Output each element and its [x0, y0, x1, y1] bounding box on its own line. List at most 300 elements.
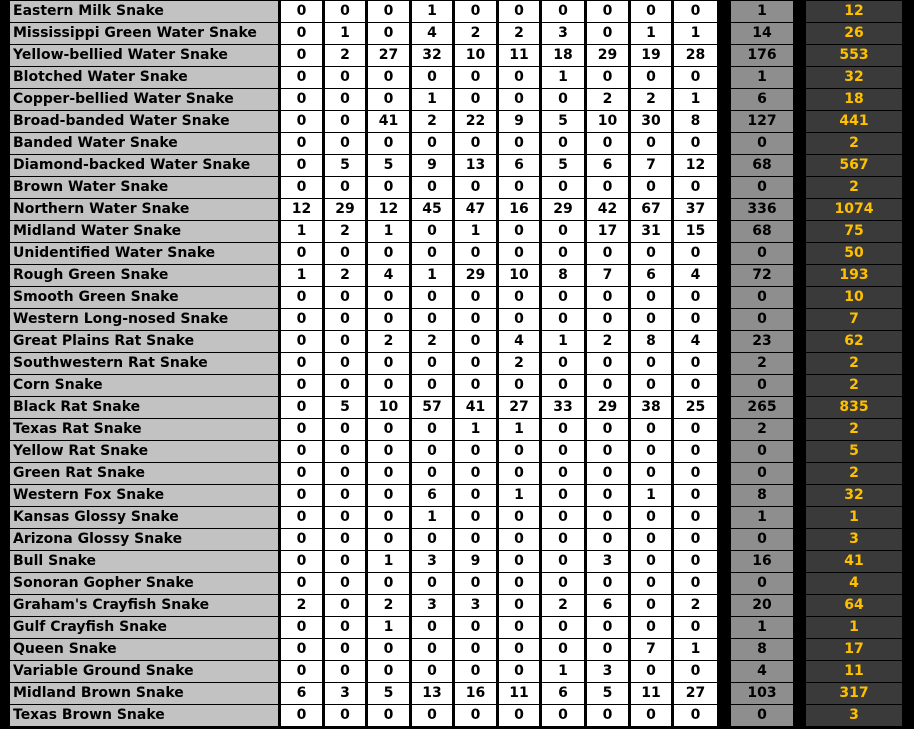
value-cell[interactable]: 9: [412, 155, 452, 176]
value-cell[interactable]: 0: [542, 529, 584, 550]
row-total-cell[interactable]: 72: [731, 265, 793, 286]
value-cell[interactable]: 2: [412, 111, 452, 132]
value-cell[interactable]: 0: [631, 353, 671, 374]
species-name-cell[interactable]: Kansas Glossy Snake: [10, 507, 278, 528]
grand-total-cell[interactable]: 835: [806, 397, 902, 418]
species-name-cell[interactable]: Texas Rat Snake: [10, 419, 278, 440]
value-cell[interactable]: 1: [368, 221, 409, 242]
value-cell[interactable]: 0: [325, 331, 365, 352]
value-cell[interactable]: 0: [674, 419, 717, 440]
species-name-cell[interactable]: Variable Ground Snake: [10, 661, 278, 682]
value-cell[interactable]: 9: [499, 111, 539, 132]
grand-total-cell[interactable]: 2: [806, 133, 902, 154]
value-cell[interactable]: 0: [325, 617, 365, 638]
value-cell[interactable]: 7: [631, 639, 671, 660]
value-cell[interactable]: 0: [587, 529, 628, 550]
value-cell[interactable]: 0: [325, 133, 365, 154]
species-name-cell[interactable]: Corn Snake: [10, 375, 278, 396]
value-cell[interactable]: 3: [587, 661, 628, 682]
value-cell[interactable]: 7: [587, 265, 628, 286]
value-cell[interactable]: 0: [542, 375, 584, 396]
row-total-cell[interactable]: 336: [731, 199, 793, 220]
value-cell[interactable]: 13: [412, 683, 452, 704]
value-cell[interactable]: 0: [499, 617, 539, 638]
value-cell[interactable]: 12: [674, 155, 717, 176]
row-total-cell[interactable]: 8: [731, 639, 793, 660]
value-cell[interactable]: 0: [587, 507, 628, 528]
value-cell[interactable]: 0: [455, 375, 496, 396]
value-cell[interactable]: 0: [281, 529, 322, 550]
value-cell[interactable]: 2: [412, 331, 452, 352]
value-cell[interactable]: 0: [587, 639, 628, 660]
value-cell[interactable]: 0: [281, 705, 322, 726]
grand-total-cell[interactable]: 11: [806, 661, 902, 682]
value-cell[interactable]: 0: [542, 463, 584, 484]
row-total-cell[interactable]: 1: [731, 67, 793, 88]
row-total-cell[interactable]: 127: [731, 111, 793, 132]
grand-total-cell[interactable]: 18: [806, 89, 902, 110]
species-name-cell[interactable]: Western Long-nosed Snake: [10, 309, 278, 330]
row-total-cell[interactable]: 20: [731, 595, 793, 616]
value-cell[interactable]: 0: [325, 353, 365, 374]
value-cell[interactable]: 0: [542, 639, 584, 660]
value-cell[interactable]: 2: [499, 353, 539, 374]
row-total-cell[interactable]: 0: [731, 177, 793, 198]
value-cell[interactable]: 0: [674, 309, 717, 330]
value-cell[interactable]: 0: [368, 507, 409, 528]
value-cell[interactable]: 1: [674, 23, 717, 44]
grand-total-cell[interactable]: 32: [806, 67, 902, 88]
value-cell[interactable]: 0: [412, 375, 452, 396]
value-cell[interactable]: 0: [499, 67, 539, 88]
grand-total-cell[interactable]: 41: [806, 551, 902, 572]
value-cell[interactable]: 4: [368, 265, 409, 286]
value-cell[interactable]: 0: [587, 133, 628, 154]
species-name-cell[interactable]: Mississippi Green Water Snake: [10, 23, 278, 44]
species-name-cell[interactable]: Smooth Green Snake: [10, 287, 278, 308]
value-cell[interactable]: 2: [455, 23, 496, 44]
value-cell[interactable]: 0: [281, 397, 322, 418]
value-cell[interactable]: 29: [325, 199, 365, 220]
value-cell[interactable]: 0: [542, 243, 584, 264]
value-cell[interactable]: 0: [587, 463, 628, 484]
value-cell[interactable]: 1: [412, 89, 452, 110]
value-cell[interactable]: 0: [325, 661, 365, 682]
value-cell[interactable]: 0: [412, 221, 452, 242]
value-cell[interactable]: 2: [325, 265, 365, 286]
row-total-cell[interactable]: 176: [731, 45, 793, 66]
value-cell[interactable]: 0: [368, 309, 409, 330]
value-cell[interactable]: 0: [281, 463, 322, 484]
value-cell[interactable]: 0: [281, 573, 322, 594]
value-cell[interactable]: 0: [499, 507, 539, 528]
value-cell[interactable]: 0: [412, 529, 452, 550]
value-cell[interactable]: 0: [412, 243, 452, 264]
value-cell[interactable]: 1: [542, 67, 584, 88]
species-name-cell[interactable]: Diamond-backed Water Snake: [10, 155, 278, 176]
value-cell[interactable]: 0: [281, 177, 322, 198]
value-cell[interactable]: 0: [499, 1, 539, 22]
value-cell[interactable]: 0: [325, 89, 365, 110]
species-name-cell[interactable]: Blotched Water Snake: [10, 67, 278, 88]
value-cell[interactable]: 0: [631, 243, 671, 264]
species-name-cell[interactable]: Gulf Crayfish Snake: [10, 617, 278, 638]
species-name-cell[interactable]: Unidentified Water Snake: [10, 243, 278, 264]
value-cell[interactable]: 0: [368, 133, 409, 154]
value-cell[interactable]: 6: [499, 155, 539, 176]
value-cell[interactable]: 0: [455, 177, 496, 198]
value-cell[interactable]: 6: [281, 683, 322, 704]
value-cell[interactable]: 0: [368, 287, 409, 308]
value-cell[interactable]: 4: [499, 331, 539, 352]
species-name-cell[interactable]: Broad-banded Water Snake: [10, 111, 278, 132]
value-cell[interactable]: 0: [281, 23, 322, 44]
grand-total-cell[interactable]: 317: [806, 683, 902, 704]
value-cell[interactable]: 0: [455, 639, 496, 660]
value-cell[interactable]: 0: [281, 507, 322, 528]
value-cell[interactable]: 4: [674, 265, 717, 286]
value-cell[interactable]: 6: [542, 683, 584, 704]
species-name-cell[interactable]: Rough Green Snake: [10, 265, 278, 286]
value-cell[interactable]: 0: [281, 375, 322, 396]
value-cell[interactable]: 0: [674, 353, 717, 374]
grand-total-cell[interactable]: 50: [806, 243, 902, 264]
value-cell[interactable]: 0: [455, 331, 496, 352]
value-cell[interactable]: 0: [412, 177, 452, 198]
value-cell[interactable]: 0: [631, 375, 671, 396]
value-cell[interactable]: 0: [631, 287, 671, 308]
value-cell[interactable]: 0: [325, 1, 365, 22]
value-cell[interactable]: 0: [325, 485, 365, 506]
value-cell[interactable]: 0: [455, 463, 496, 484]
value-cell[interactable]: 11: [631, 683, 671, 704]
value-cell[interactable]: 1: [542, 661, 584, 682]
value-cell[interactable]: 0: [499, 529, 539, 550]
value-cell[interactable]: 0: [499, 309, 539, 330]
row-total-cell[interactable]: 0: [731, 463, 793, 484]
value-cell[interactable]: 0: [325, 243, 365, 264]
value-cell[interactable]: 1: [674, 639, 717, 660]
species-name-cell[interactable]: Yellow Rat Snake: [10, 441, 278, 462]
value-cell[interactable]: 0: [674, 661, 717, 682]
value-cell[interactable]: 32: [412, 45, 452, 66]
species-name-cell[interactable]: Midland Brown Snake: [10, 683, 278, 704]
value-cell[interactable]: 29: [455, 265, 496, 286]
value-cell[interactable]: 0: [587, 243, 628, 264]
value-cell[interactable]: 37: [674, 199, 717, 220]
value-cell[interactable]: 25: [674, 397, 717, 418]
value-cell[interactable]: 0: [368, 375, 409, 396]
value-cell[interactable]: 0: [412, 287, 452, 308]
value-cell[interactable]: 0: [412, 309, 452, 330]
value-cell[interactable]: 0: [368, 353, 409, 374]
value-cell[interactable]: 1: [368, 551, 409, 572]
value-cell[interactable]: 8: [542, 265, 584, 286]
row-total-cell[interactable]: 68: [731, 155, 793, 176]
row-total-cell[interactable]: 1: [731, 1, 793, 22]
value-cell[interactable]: 2: [325, 221, 365, 242]
value-cell[interactable]: 0: [281, 639, 322, 660]
value-cell[interactable]: 6: [587, 155, 628, 176]
value-cell[interactable]: 0: [587, 1, 628, 22]
value-cell[interactable]: 0: [499, 551, 539, 572]
value-cell[interactable]: 0: [587, 177, 628, 198]
species-name-cell[interactable]: Brown Water Snake: [10, 177, 278, 198]
value-cell[interactable]: 0: [631, 573, 671, 594]
value-cell[interactable]: 0: [631, 133, 671, 154]
value-cell[interactable]: 0: [631, 507, 671, 528]
value-cell[interactable]: 22: [455, 111, 496, 132]
grand-total-cell[interactable]: 12: [806, 1, 902, 22]
value-cell[interactable]: 0: [325, 595, 365, 616]
grand-total-cell[interactable]: 2: [806, 375, 902, 396]
value-cell[interactable]: 30: [631, 111, 671, 132]
value-cell[interactable]: 0: [281, 243, 322, 264]
value-cell[interactable]: 0: [631, 595, 671, 616]
value-cell[interactable]: 0: [325, 419, 365, 440]
value-cell[interactable]: 16: [455, 683, 496, 704]
species-name-cell[interactable]: Arizona Glossy Snake: [10, 529, 278, 550]
value-cell[interactable]: 1: [412, 1, 452, 22]
value-cell[interactable]: 0: [368, 463, 409, 484]
grand-total-cell[interactable]: 1: [806, 617, 902, 638]
value-cell[interactable]: 0: [674, 177, 717, 198]
value-cell[interactable]: 2: [631, 89, 671, 110]
value-cell[interactable]: 2: [674, 595, 717, 616]
value-cell[interactable]: 2: [542, 595, 584, 616]
value-cell[interactable]: 0: [281, 617, 322, 638]
value-cell[interactable]: 10: [499, 265, 539, 286]
value-cell[interactable]: 1: [281, 265, 322, 286]
value-cell[interactable]: 0: [587, 485, 628, 506]
value-cell[interactable]: 0: [674, 573, 717, 594]
value-cell[interactable]: 0: [674, 375, 717, 396]
value-cell[interactable]: 0: [412, 353, 452, 374]
value-cell[interactable]: 0: [325, 441, 365, 462]
value-cell[interactable]: 0: [325, 463, 365, 484]
grand-total-cell[interactable]: 2: [806, 463, 902, 484]
value-cell[interactable]: 4: [412, 23, 452, 44]
value-cell[interactable]: 0: [587, 617, 628, 638]
value-cell[interactable]: 0: [455, 705, 496, 726]
grand-total-cell[interactable]: 441: [806, 111, 902, 132]
value-cell[interactable]: 19: [631, 45, 671, 66]
value-cell[interactable]: 27: [499, 397, 539, 418]
row-total-cell[interactable]: 0: [731, 705, 793, 726]
grand-total-cell[interactable]: 567: [806, 155, 902, 176]
row-total-cell[interactable]: 0: [731, 573, 793, 594]
value-cell[interactable]: 3: [412, 551, 452, 572]
species-name-cell[interactable]: Bull Snake: [10, 551, 278, 572]
value-cell[interactable]: 0: [281, 67, 322, 88]
value-cell[interactable]: 0: [674, 133, 717, 154]
value-cell[interactable]: 0: [325, 111, 365, 132]
row-total-cell[interactable]: 0: [731, 375, 793, 396]
value-cell[interactable]: 33: [542, 397, 584, 418]
value-cell[interactable]: 0: [455, 89, 496, 110]
value-cell[interactable]: 5: [368, 683, 409, 704]
grand-total-cell[interactable]: 1: [806, 507, 902, 528]
value-cell[interactable]: 0: [412, 639, 452, 660]
grand-total-cell[interactable]: 10: [806, 287, 902, 308]
value-cell[interactable]: 11: [499, 683, 539, 704]
value-cell[interactable]: 0: [499, 463, 539, 484]
value-cell[interactable]: 0: [368, 485, 409, 506]
value-cell[interactable]: 3: [325, 683, 365, 704]
row-total-cell[interactable]: 0: [731, 243, 793, 264]
value-cell[interactable]: 1: [455, 419, 496, 440]
value-cell[interactable]: 0: [631, 463, 671, 484]
value-cell[interactable]: 31: [631, 221, 671, 242]
value-cell[interactable]: 11: [499, 45, 539, 66]
grand-total-cell[interactable]: 3: [806, 705, 902, 726]
value-cell[interactable]: 0: [455, 67, 496, 88]
grand-total-cell[interactable]: 7: [806, 309, 902, 330]
value-cell[interactable]: 1: [631, 485, 671, 506]
grand-total-cell[interactable]: 553: [806, 45, 902, 66]
species-name-cell[interactable]: Graham's Crayfish Snake: [10, 595, 278, 616]
value-cell[interactable]: 45: [412, 199, 452, 220]
value-cell[interactable]: 0: [587, 67, 628, 88]
value-cell[interactable]: 0: [281, 89, 322, 110]
value-cell[interactable]: 0: [542, 177, 584, 198]
value-cell[interactable]: 3: [587, 551, 628, 572]
value-cell[interactable]: 1: [368, 617, 409, 638]
value-cell[interactable]: 0: [455, 529, 496, 550]
value-cell[interactable]: 0: [368, 89, 409, 110]
value-cell[interactable]: 0: [281, 331, 322, 352]
species-name-cell[interactable]: Midland Water Snake: [10, 221, 278, 242]
value-cell[interactable]: 0: [281, 419, 322, 440]
row-total-cell[interactable]: 8: [731, 485, 793, 506]
value-cell[interactable]: 47: [455, 199, 496, 220]
species-name-cell[interactable]: Green Rat Snake: [10, 463, 278, 484]
value-cell[interactable]: 0: [281, 287, 322, 308]
value-cell[interactable]: 10: [587, 111, 628, 132]
value-cell[interactable]: 0: [499, 573, 539, 594]
row-total-cell[interactable]: 1: [731, 507, 793, 528]
value-cell[interactable]: 67: [631, 199, 671, 220]
value-cell[interactable]: 38: [631, 397, 671, 418]
value-cell[interactable]: 0: [412, 419, 452, 440]
value-cell[interactable]: 0: [542, 485, 584, 506]
grand-total-cell[interactable]: 64: [806, 595, 902, 616]
value-cell[interactable]: 1: [455, 221, 496, 242]
value-cell[interactable]: 29: [542, 199, 584, 220]
value-cell[interactable]: 0: [412, 441, 452, 462]
row-total-cell[interactable]: 23: [731, 331, 793, 352]
grand-total-cell[interactable]: 5: [806, 441, 902, 462]
value-cell[interactable]: 0: [631, 177, 671, 198]
value-cell[interactable]: 0: [368, 177, 409, 198]
value-cell[interactable]: 0: [455, 353, 496, 374]
grand-total-cell[interactable]: 2: [806, 419, 902, 440]
row-total-cell[interactable]: 0: [731, 133, 793, 154]
value-cell[interactable]: 5: [587, 683, 628, 704]
value-cell[interactable]: 0: [542, 89, 584, 110]
value-cell[interactable]: 0: [281, 309, 322, 330]
species-name-cell[interactable]: Queen Snake: [10, 639, 278, 660]
value-cell[interactable]: 0: [281, 45, 322, 66]
row-total-cell[interactable]: 4: [731, 661, 793, 682]
value-cell[interactable]: 0: [412, 573, 452, 594]
value-cell[interactable]: 0: [631, 705, 671, 726]
value-cell[interactable]: 0: [587, 353, 628, 374]
value-cell[interactable]: 0: [631, 67, 671, 88]
grand-total-cell[interactable]: 1074: [806, 199, 902, 220]
value-cell[interactable]: 10: [455, 45, 496, 66]
value-cell[interactable]: 0: [631, 441, 671, 462]
value-cell[interactable]: 0: [455, 287, 496, 308]
value-cell[interactable]: 0: [368, 67, 409, 88]
value-cell[interactable]: 0: [281, 551, 322, 572]
value-cell[interactable]: 0: [368, 529, 409, 550]
value-cell[interactable]: 0: [325, 573, 365, 594]
species-name-cell[interactable]: Southwestern Rat Snake: [10, 353, 278, 374]
value-cell[interactable]: 0: [674, 243, 717, 264]
value-cell[interactable]: 0: [368, 661, 409, 682]
value-cell[interactable]: 0: [368, 573, 409, 594]
value-cell[interactable]: 57: [412, 397, 452, 418]
value-cell[interactable]: 0: [455, 309, 496, 330]
value-cell[interactable]: 0: [281, 441, 322, 462]
row-total-cell[interactable]: 68: [731, 221, 793, 242]
value-cell[interactable]: 2: [368, 595, 409, 616]
value-cell[interactable]: 5: [368, 155, 409, 176]
value-cell[interactable]: 0: [499, 661, 539, 682]
value-cell[interactable]: 17: [587, 221, 628, 242]
value-cell[interactable]: 0: [631, 309, 671, 330]
value-cell[interactable]: 0: [455, 133, 496, 154]
value-cell[interactable]: 0: [499, 177, 539, 198]
species-name-cell[interactable]: Black Rat Snake: [10, 397, 278, 418]
value-cell[interactable]: 27: [674, 683, 717, 704]
value-cell[interactable]: 0: [281, 485, 322, 506]
value-cell[interactable]: 0: [542, 419, 584, 440]
row-total-cell[interactable]: 103: [731, 683, 793, 704]
value-cell[interactable]: 0: [368, 1, 409, 22]
value-cell[interactable]: 0: [542, 617, 584, 638]
value-cell[interactable]: 0: [499, 243, 539, 264]
value-cell[interactable]: 5: [325, 155, 365, 176]
value-cell[interactable]: 0: [674, 529, 717, 550]
species-name-cell[interactable]: Yellow-bellied Water Snake: [10, 45, 278, 66]
value-cell[interactable]: 0: [587, 375, 628, 396]
grand-total-cell[interactable]: 4: [806, 573, 902, 594]
value-cell[interactable]: 7: [631, 155, 671, 176]
value-cell[interactable]: 29: [587, 397, 628, 418]
value-cell[interactable]: 0: [281, 155, 322, 176]
value-cell[interactable]: 27: [368, 45, 409, 66]
value-cell[interactable]: 0: [542, 287, 584, 308]
value-cell[interactable]: 0: [325, 309, 365, 330]
value-cell[interactable]: 0: [325, 287, 365, 308]
value-cell[interactable]: 0: [325, 67, 365, 88]
value-cell[interactable]: 0: [542, 441, 584, 462]
value-cell[interactable]: 0: [325, 375, 365, 396]
value-cell[interactable]: 0: [368, 441, 409, 462]
value-cell[interactable]: 0: [499, 221, 539, 242]
value-cell[interactable]: 18: [542, 45, 584, 66]
value-cell[interactable]: 5: [542, 111, 584, 132]
value-cell[interactable]: 0: [542, 133, 584, 154]
value-cell[interactable]: 0: [674, 507, 717, 528]
value-cell[interactable]: 0: [587, 287, 628, 308]
value-cell[interactable]: 0: [281, 133, 322, 154]
value-cell[interactable]: 0: [499, 595, 539, 616]
value-cell[interactable]: 0: [281, 353, 322, 374]
value-cell[interactable]: 4: [674, 331, 717, 352]
